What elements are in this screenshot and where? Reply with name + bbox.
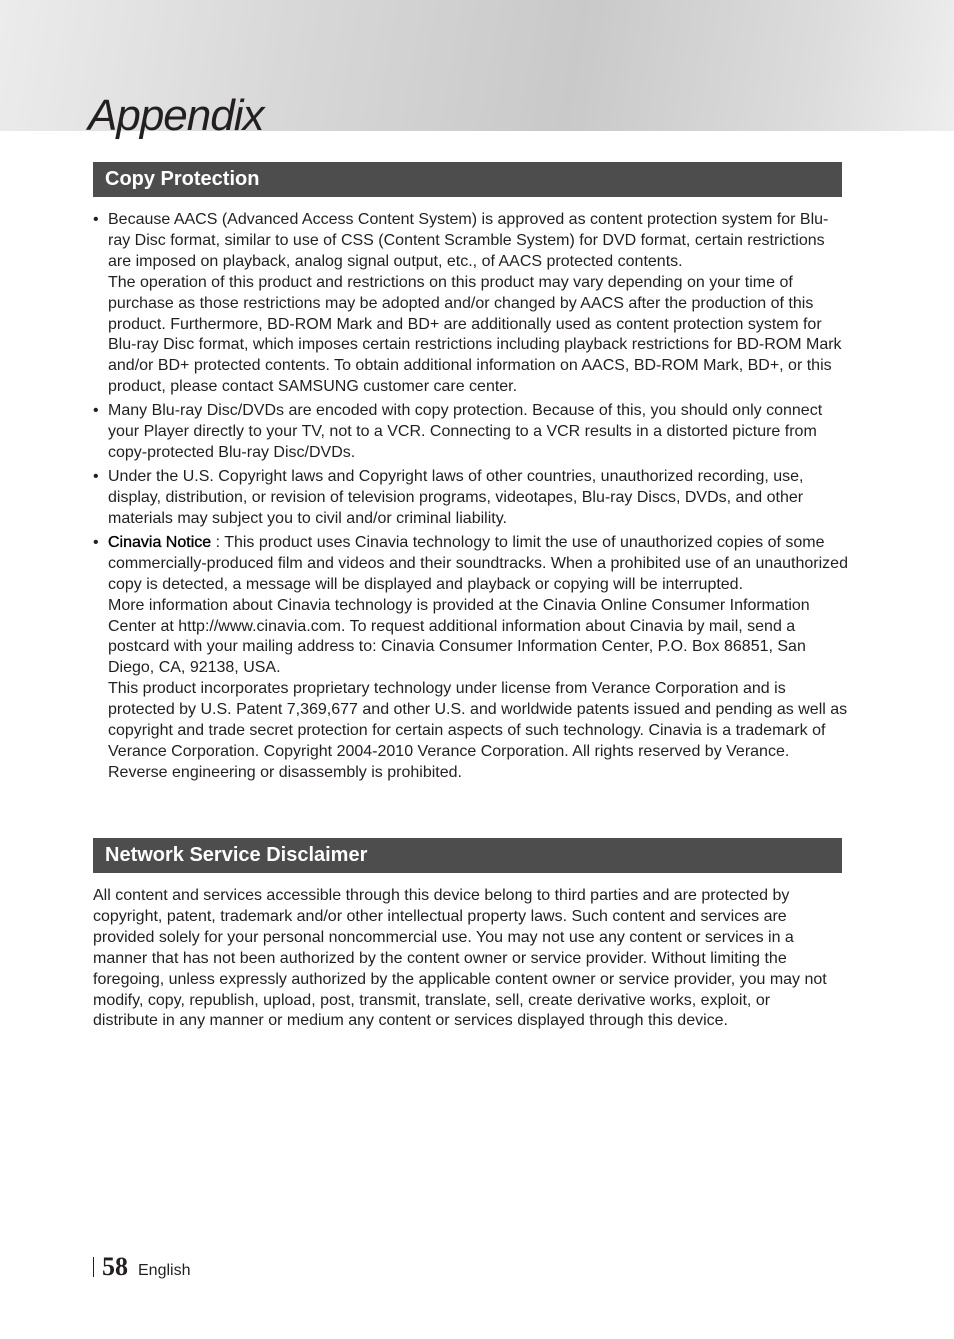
paragraph: The operation of this product and restrictions on this product may vary depending on your time of purchase as those restrictions may be adopted and/or changed by AACS after the production of this product. Furthermore, BD-ROM Mark and BD+ are additionally used as content protection system for Blu-ray Disc format, which imposes certain restrictions including playback restrictions for BD-ROM Mark and/or BD+ protected contents. To obtain additional information on AACS, BD-ROM Mark, BD+, or this product, please contact SAMSUNG customer care center.	[108, 273, 842, 396]
paragraph: Many Blu-ray Disc/DVDs are encoded with copy protection. Because of this, you should only connect your Player directly to your TV, not to a VCR. Connecting to a VCR results in a distorted picture from copy-protected Blu-ray Disc/DVDs.	[108, 402, 823, 462]
cinavia-notice-text: : This product uses Cinavia technology to limit the use of unauthorized copies of some commercially-produced film and videos and their soundtracks. When a prohibited use of an unauthorized copy is detected, a message will be displayed and playback or copying will be interrupted.	[108, 533, 848, 593]
bullet-icon: •	[93, 211, 99, 228]
list-item	[93, 210, 848, 398]
bullet-icon: •	[93, 533, 99, 551]
paragraph: More information about Cinavia technology is provided at the Cinavia Online Consumer Information Center at http://www.cinavia.com. To request additional information about Cinavia by mail, send a postcard with your mailing address to: Cinavia Consumer Information Center, P.O. Box 86851, San Diego, CA, 92138, USA.	[108, 596, 810, 677]
paragraph	[108, 533, 848, 596]
copy-protection-heading: Copy Protection	[105, 168, 260, 190]
bullet-icon: •	[93, 468, 99, 486]
cinavia-notice-label: Cinavia Notice	[108, 533, 212, 551]
page-number: 58	[102, 1252, 128, 1281]
list-item	[93, 533, 848, 784]
paragraph: This product incorporates proprietary technology under license from Verance Corporation and is protected by U.S. Patent 7,369,677 and other U.S. and worldwide patents issued and pending as well as copyright and trade secret protection for certain aspects of such technology. Cinavia is a trademark of Verance Corporation. Copyright 2004-2010 Verance Corporation. All rights reserved by Verance. Reverse engineering or disassembly is prohibited.	[108, 680, 848, 781]
page-title: Appendix	[88, 91, 264, 140]
paragraph: Because AACS (Advanced Access Content System) is approved as content protection system for Blu-ray Disc format, similar to use of CSS (Content Scramble System) for DVD format, certain restrictions are imposed on playback, analog signal output, etc., of AACS protected contents.	[108, 211, 829, 270]
list-item	[93, 467, 848, 530]
copy-protection-heading-bar	[93, 162, 842, 197]
paragraph: Under the U.S. Copyright laws and Copyright laws of other countries, unauthorized recording, use, display, distribution, or revision of television programs, videotapes, Blu-ray Discs, DVDs, and other materials may subject you to civil and/or criminal liability.	[108, 468, 804, 527]
footer-language: English	[138, 1262, 191, 1279]
copy-protection-list	[93, 210, 848, 787]
bullet-icon: •	[93, 402, 99, 420]
network-service-heading-bar	[93, 838, 842, 873]
list-item	[93, 401, 848, 464]
page-footer	[93, 1252, 190, 1282]
footer-divider	[93, 1257, 94, 1277]
network-service-heading: Network Service Disclaimer	[105, 844, 368, 866]
network-service-body: All content and services accessible through this device belong to third parties and are protected by copyright, patent, trademark and/or other intellectual property laws. Such content and services are provided solely for your personal noncommercial use. You may not use any content or services in a manner that has not been authorized by the content owner or service provider. Without limiting the foregoing, unless expressly authorized by the applicable content owner or service provider, you may not modify, copy, republish, upload, post, transmit, translate, sell, create derivative works, exploit, or distribute in any manner or medium any content or services displayed through this device.	[93, 887, 827, 1030]
